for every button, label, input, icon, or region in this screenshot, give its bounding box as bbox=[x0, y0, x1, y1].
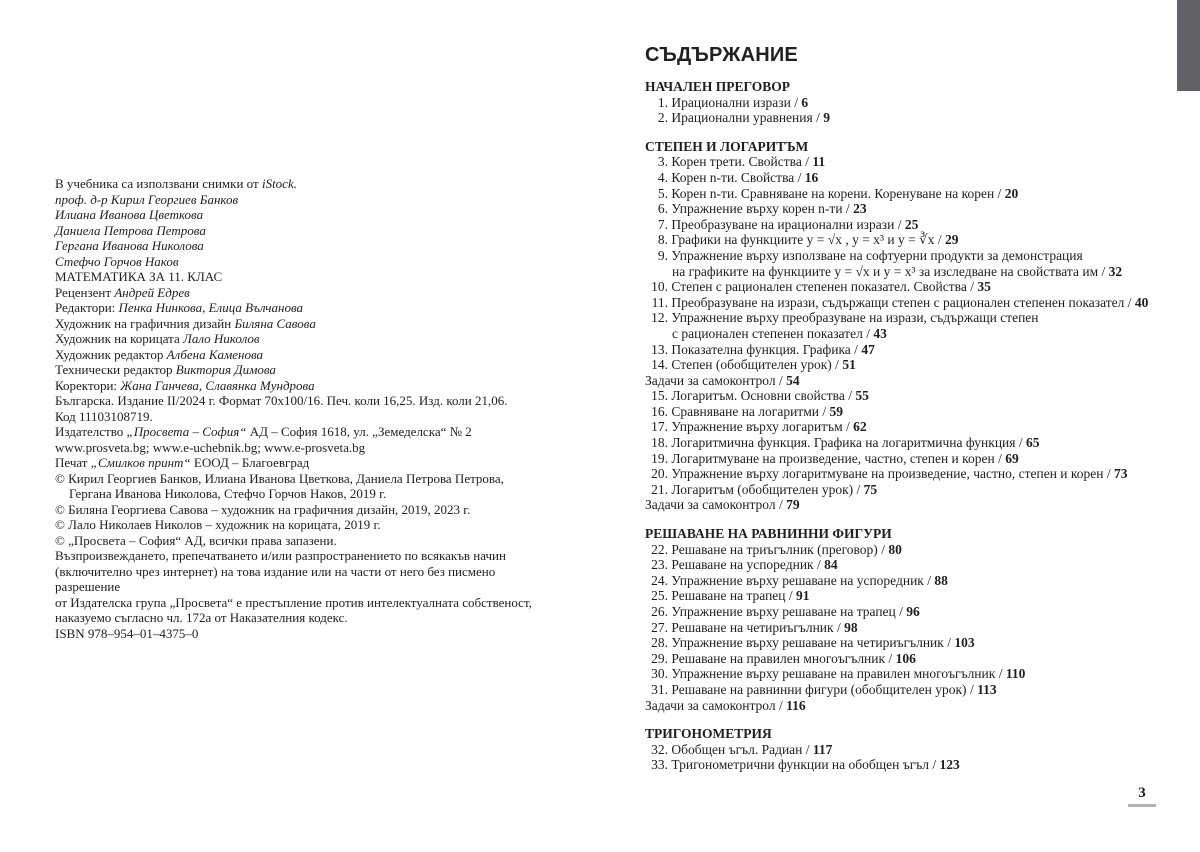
toc-item-line bbox=[645, 326, 1190, 342]
toc-section-title: СТЕПЕН И ЛОГАРИТЪМ bbox=[645, 138, 809, 154]
toc-item-text: Корен n-ти. Свойства bbox=[671, 169, 795, 185]
toc-item-line bbox=[645, 186, 1190, 202]
toc-page bbox=[645, 44, 1190, 773]
toc-separator: / bbox=[895, 604, 907, 619]
toc-item-page: 55 bbox=[855, 388, 869, 404]
toc-item-number: 29. bbox=[651, 650, 668, 666]
toc-separator: / bbox=[775, 697, 787, 713]
publisher-name: „Просвета – София“ bbox=[126, 424, 247, 439]
printer-city: ЕООД – Благоевград bbox=[190, 455, 310, 470]
toc-section-title: РЕШАВАНЕ НА РАВНИННИ ФИГУРИ bbox=[645, 526, 892, 542]
toc-separator: / bbox=[812, 110, 824, 126]
publisher-label: Издателство bbox=[55, 424, 127, 439]
toc-item-page: 23 bbox=[853, 201, 867, 217]
authors-block bbox=[55, 192, 535, 270]
photo-credit-source: iStock. bbox=[261, 176, 297, 191]
toc-item-page: 11 bbox=[812, 154, 826, 170]
copyright-line: © „Просвета – София“ АД, всички права запазени. bbox=[55, 532, 337, 548]
toc-item-line bbox=[645, 264, 1190, 280]
toc-item-line bbox=[645, 542, 1190, 558]
edition-line: Българска. Издание II/2024 г. Формат 70х100/16. Печ. коли 16,25. Изд. коли 21,06. bbox=[55, 393, 508, 408]
toc-separator: / bbox=[943, 635, 955, 651]
toc-item-page: 103 bbox=[954, 635, 975, 651]
toc-item-text: Упражнение върху решаване на правилен многоъгълник bbox=[671, 666, 996, 682]
toc-item-line bbox=[645, 451, 1190, 467]
toc-item-page: 106 bbox=[895, 650, 916, 666]
toc-section bbox=[645, 139, 1190, 513]
toc-separator: / bbox=[842, 419, 854, 435]
toc-item-page: 29 bbox=[944, 232, 959, 248]
toc-item-page: 69 bbox=[1005, 450, 1019, 466]
imprint-page bbox=[55, 176, 535, 641]
legal-line: (включително чрез интернет) на това издание или на части от него без писмено разрешение bbox=[55, 563, 496, 594]
toc-item-line bbox=[645, 757, 1190, 773]
printer-label: Печат bbox=[55, 455, 91, 470]
toc-item-text: Упражнение върху преобразуване на изрази, съдържащи степен bbox=[671, 310, 1039, 326]
toc-item-text: Сравняване на логаритми bbox=[671, 403, 819, 419]
toc-item-page: 47 bbox=[861, 341, 875, 357]
toc-item-page: 80 bbox=[888, 541, 902, 557]
toc-separator: / bbox=[1103, 466, 1115, 482]
toc-item-text: с рационален степенен показател bbox=[672, 325, 863, 341]
publisher-line bbox=[55, 424, 535, 440]
legal-line: от Издателска група „Просвета“ е престъпление против интелектуалната собственост, bbox=[55, 594, 532, 610]
toc-item-line bbox=[645, 373, 1190, 389]
toc-item-line bbox=[645, 201, 1190, 217]
toc-item-line bbox=[645, 742, 1190, 758]
staff-credit bbox=[55, 331, 535, 347]
staff-credit bbox=[55, 347, 535, 363]
toc-item-number: 18. bbox=[651, 435, 668, 451]
toc-item-line bbox=[645, 604, 1190, 620]
toc-item-line bbox=[645, 666, 1190, 682]
staff-person: Жана Ганчева, Славянка Мундрова bbox=[120, 377, 315, 393]
author-name: проф. д-р Кирил Георгиев Банков bbox=[55, 191, 239, 207]
staff-credit bbox=[55, 285, 535, 301]
copyright-line: Гергана Иванова Николова, Стефчо Горчов Наков, 2019 г. bbox=[69, 486, 387, 501]
toc-separator: / bbox=[928, 757, 940, 773]
toc-item-text: Решаване на успоредник bbox=[671, 557, 814, 573]
toc-item-page: 40 bbox=[1134, 294, 1149, 310]
toc-item-line bbox=[645, 557, 1190, 573]
toc-item-page: 43 bbox=[873, 325, 887, 341]
toc-item-number: 1. bbox=[657, 94, 668, 110]
publisher-websites: www.prosveta.bg; www.e-uchebnik.bg; www.e-prosveta.bg bbox=[55, 439, 366, 455]
toc-item-text: Корен трети. Свойства bbox=[671, 154, 802, 170]
staff-person: Албена Каменова bbox=[166, 346, 264, 362]
toc-item-line bbox=[645, 482, 1190, 498]
toc-item-page: 65 bbox=[1026, 435, 1040, 451]
staff-role: Художник на графичния дизайн bbox=[55, 315, 235, 331]
staff-role: Художник редактор bbox=[55, 346, 167, 362]
toc-separator: / bbox=[862, 325, 874, 341]
toc-item-text: Преобразуване на ирационални изрази bbox=[671, 216, 895, 232]
toc-separator: / bbox=[790, 94, 802, 110]
toc-item-number: 5. bbox=[657, 185, 668, 201]
toc-item-line bbox=[645, 419, 1190, 435]
toc-item-text: Логаритъм (обобщителен урок) bbox=[671, 481, 854, 497]
staff-role: Художник на корицата bbox=[55, 331, 184, 346]
copyright-line: © Кирил Георгиев Банков, Илиана Иванова Цветкова, Даниела Петрова Петрова, bbox=[55, 470, 504, 486]
toc-item-line bbox=[645, 110, 1190, 126]
toc-item-line bbox=[645, 682, 1190, 698]
toc-item-number: 31. bbox=[651, 681, 668, 697]
toc-item-line bbox=[645, 698, 1190, 714]
copyright-block bbox=[55, 471, 535, 549]
staff-credits-block bbox=[55, 285, 535, 394]
staff-person: Андрей Едрев bbox=[114, 284, 190, 300]
toc-separator: / bbox=[801, 154, 813, 170]
toc-item-page: 59 bbox=[829, 403, 843, 419]
toc-title: СЪДЪРЖАНИЕ bbox=[645, 44, 798, 66]
toc-item-line bbox=[645, 279, 1190, 295]
folio bbox=[1128, 784, 1156, 807]
toc-item-page: 79 bbox=[786, 497, 800, 513]
legal-line: Възпроизвеждането, препечатването и/или разпространението по всякакъв начин bbox=[55, 548, 506, 563]
toc-item-line bbox=[645, 295, 1190, 311]
legal-line: наказуемо съгласно чл. 172а от Наказателния кодекс. bbox=[55, 610, 348, 625]
toc-section bbox=[645, 79, 1190, 126]
toc-item-text: Решаване на триъгълник (преговор) bbox=[671, 541, 878, 557]
toc-item-page: 117 bbox=[812, 741, 833, 757]
toc-separator: / bbox=[831, 357, 843, 373]
toc-item-page: 88 bbox=[934, 572, 948, 588]
toc-item-number: 25. bbox=[651, 588, 668, 604]
toc-separator: / bbox=[1015, 435, 1026, 451]
toc-item-text: Корен n-ти. Сравняване на корени. Коренуване на корен bbox=[671, 185, 995, 201]
toc-item-text: Ирационални изрази bbox=[671, 94, 791, 110]
toc-item-line bbox=[645, 497, 1190, 513]
toc-item-number: 28. bbox=[651, 635, 668, 651]
toc-item-text: Упражнение върху логаритмуване на произведение, частно, степен и корен bbox=[671, 466, 1104, 482]
toc-item-line bbox=[645, 357, 1190, 373]
toc-item-page: 110 bbox=[1005, 666, 1026, 682]
toc-item-page: 91 bbox=[796, 588, 810, 604]
toc-item-page: 73 bbox=[1114, 466, 1128, 482]
toc-item-page: 51 bbox=[842, 357, 856, 373]
toc-item-page: 123 bbox=[939, 757, 960, 773]
staff-role: Технически редактор bbox=[55, 362, 176, 377]
toc-separator: / bbox=[802, 741, 813, 757]
toc-item-number: 24. bbox=[651, 572, 668, 588]
toc-item-text: Ирационални уравнения bbox=[671, 110, 813, 126]
toc-separator: / bbox=[853, 481, 864, 497]
toc-item-page: 62 bbox=[853, 419, 867, 435]
staff-role: Коректори: bbox=[55, 377, 121, 393]
toc-separator: / bbox=[844, 388, 856, 404]
edition-block bbox=[55, 393, 535, 424]
toc-item-page: 16 bbox=[804, 169, 819, 185]
toc-item-number: 9. bbox=[657, 247, 668, 263]
toc-item-line bbox=[645, 388, 1190, 404]
toc-item-page: 84 bbox=[824, 557, 838, 573]
toc-item-page: 20 bbox=[1004, 185, 1019, 201]
toc-separator: / bbox=[794, 169, 805, 185]
edition-code-line: Код 11103108719. bbox=[55, 408, 153, 424]
toc-item-number: 6. bbox=[657, 201, 668, 217]
legal-notice-block bbox=[55, 548, 535, 626]
toc-item-number: 30. bbox=[651, 666, 668, 682]
toc-item-number: 33. bbox=[651, 757, 668, 773]
page-number: 3 bbox=[1138, 785, 1146, 801]
toc-item-number: 4. bbox=[657, 169, 668, 185]
toc-separator: / bbox=[1098, 263, 1109, 279]
toc-item-text: Решаване на правилен многоъгълник bbox=[671, 650, 886, 666]
toc-item-number: 17. bbox=[651, 419, 668, 435]
toc-item-text: Решаване на четириъгълник bbox=[671, 619, 834, 635]
toc-item-page: 96 bbox=[906, 604, 920, 619]
toc-separator: / bbox=[842, 201, 854, 217]
toc-separator: / bbox=[785, 588, 797, 604]
toc-item-number: 2. bbox=[657, 110, 668, 126]
toc-item-text: Упражнение върху решаване на четириъгълник bbox=[671, 635, 944, 651]
toc-item-number: 27. bbox=[651, 619, 668, 635]
book-title: МАТЕМАТИКА ЗА 11. КЛАС bbox=[55, 269, 223, 284]
toc-separator: / bbox=[995, 666, 1006, 682]
toc-item-number: 8. bbox=[657, 232, 668, 248]
toc-separator: / bbox=[775, 497, 787, 513]
toc-separator: / bbox=[818, 403, 830, 419]
toc-item-number: 3. bbox=[657, 154, 668, 170]
toc-item-line bbox=[645, 170, 1190, 186]
toc-item-text: Степен с рационален степенен показател. Свойства bbox=[671, 279, 967, 295]
toc-separator: / bbox=[833, 619, 845, 635]
toc-item-text: Логаритъм. Основни свойства bbox=[671, 388, 845, 404]
toc-item-line bbox=[645, 217, 1190, 233]
staff-credit bbox=[55, 378, 535, 394]
toc-item-number: 15. bbox=[651, 388, 668, 404]
staff-person: Виктория Димова bbox=[175, 362, 276, 377]
publisher-block bbox=[55, 424, 535, 455]
toc-section-title: НАЧАЛЕН ПРЕГОВОР bbox=[645, 79, 791, 94]
author-name: Даниела Петрова Петрова bbox=[55, 222, 206, 238]
toc-separator: / bbox=[966, 681, 978, 697]
staff-role: Редактори: bbox=[55, 300, 119, 315]
toc-separator: / bbox=[850, 341, 862, 357]
toc-separator: / bbox=[877, 541, 889, 557]
toc-item-number: 23. bbox=[651, 557, 668, 573]
toc-item-number: 14. bbox=[651, 357, 668, 373]
toc-item-number: 11. bbox=[651, 294, 668, 310]
toc-section bbox=[645, 526, 1190, 713]
toc-item-number: 21. bbox=[651, 481, 668, 497]
staff-person: Пенка Нинкова, Елица Вълчанова bbox=[118, 300, 304, 315]
staff-credit bbox=[55, 362, 535, 378]
toc-item-text: Упражнение върху решаване на трапец bbox=[671, 604, 896, 619]
toc-item-text: Задачи за самоконтрол bbox=[645, 697, 776, 713]
staff-person: Лало Николов bbox=[183, 331, 260, 346]
toc-item-page: 9 bbox=[823, 110, 830, 126]
toc-item-text: Степен (обобщителен урок) bbox=[671, 357, 832, 373]
toc-item-text: Логаритмична функция. Графика на логаритмична функция bbox=[671, 435, 1016, 451]
toc-item-line bbox=[645, 154, 1190, 170]
toc-item-text: Решаване на трапец bbox=[671, 588, 786, 604]
copyright-line: © Лало Николаев Николов – художник на корицата, 2019 г. bbox=[55, 517, 381, 532]
toc-item-page: 35 bbox=[977, 279, 991, 295]
toc-item-text: на графиките на функциите y = √x и y = x³ за изследване на свойствата им bbox=[672, 263, 1099, 279]
toc-item-number: 13. bbox=[651, 341, 668, 357]
page-number-rule bbox=[1128, 804, 1156, 807]
toc-item-text: Логаритмуване на произведение, частно, степен и корен bbox=[671, 450, 995, 466]
staff-person: Биляна Савова bbox=[234, 315, 316, 331]
toc-item-text: Графики на функциите y = √x , y = x³ и y = ∛x bbox=[671, 232, 935, 248]
photo-credit-text: В учебника са използвани снимки от bbox=[55, 176, 262, 191]
printer-line bbox=[55, 455, 535, 471]
toc-item-text: Обобщен ъгъл. Радиан bbox=[671, 741, 803, 757]
toc-item-number: 19. bbox=[651, 450, 668, 466]
toc-separator: / bbox=[934, 232, 945, 248]
staff-credit bbox=[55, 300, 535, 316]
toc-item-text: Преобразуване на изрази, съдържащи степен с рационален степенен показател bbox=[671, 294, 1125, 310]
staff-role: Рецензент bbox=[55, 284, 115, 300]
toc-item-line bbox=[645, 232, 1190, 248]
toc-separator: / bbox=[894, 216, 905, 232]
toc-item-line bbox=[645, 404, 1190, 420]
toc-item-number: 20. bbox=[651, 466, 668, 482]
toc-separator: / bbox=[885, 650, 896, 666]
toc-item-text: Задачи за самоконтрол bbox=[645, 497, 776, 513]
toc-item-page: 98 bbox=[844, 619, 858, 635]
printer-name: „Смилков принт“ bbox=[90, 455, 191, 470]
toc-item-text: Решаване на равнинни фигури (обобщителен урок) bbox=[671, 681, 967, 697]
isbn-line: ISBN 978–954–01–4375–0 bbox=[55, 625, 199, 641]
toc-item-text: Показателна функция. Графика bbox=[671, 341, 851, 357]
toc-item-number: 12. bbox=[651, 310, 668, 326]
toc-item-line bbox=[645, 466, 1190, 482]
toc-item-number: 10. bbox=[651, 279, 668, 295]
toc-item-text: Упражнение върху логаритъм bbox=[671, 419, 843, 435]
photo-credit-note bbox=[55, 176, 535, 192]
toc-item-line bbox=[645, 342, 1190, 358]
toc-item-text: Упражнение върху корен n-ти bbox=[671, 201, 843, 217]
toc-item-page: 6 bbox=[801, 94, 809, 110]
toc-item-line bbox=[645, 95, 1190, 111]
toc-item-text: Задачи за самоконтрол bbox=[645, 372, 776, 388]
toc-item-number: 32. bbox=[651, 741, 668, 757]
toc-item-line bbox=[645, 620, 1190, 636]
toc-item-text: Упражнение върху решаване на успоредник bbox=[671, 572, 924, 588]
copyright-line: © Биляна Георгиева Савова – художник на графичния дизайн, 2019, 2023 г. bbox=[55, 501, 471, 517]
toc-separator: / bbox=[923, 572, 935, 588]
toc-separator: / bbox=[813, 557, 825, 573]
toc-item-line bbox=[645, 635, 1190, 651]
author-name: Стефчо Горчов Наков bbox=[55, 253, 179, 269]
toc-section bbox=[645, 726, 1190, 773]
author-name: Илиана Иванова Цветкова bbox=[55, 207, 204, 222]
toc-body bbox=[645, 79, 1190, 773]
toc-item-line bbox=[645, 651, 1190, 667]
toc-item-page: 113 bbox=[977, 681, 997, 697]
toc-item-page: 32 bbox=[1108, 263, 1123, 279]
toc-item-number: 7. bbox=[657, 216, 668, 232]
toc-item-number: 16. bbox=[651, 403, 668, 419]
toc-item-text: Тригонометрични функции на обобщен ъгъл bbox=[671, 757, 929, 773]
toc-item-page: 116 bbox=[786, 697, 806, 713]
toc-item-line bbox=[645, 435, 1190, 451]
toc-item-number: 26. bbox=[651, 604, 668, 619]
toc-separator: / bbox=[966, 279, 978, 295]
author-name: Гергана Иванова Николова bbox=[55, 238, 204, 253]
toc-item-line bbox=[645, 588, 1190, 604]
toc-item-page: 54 bbox=[786, 372, 800, 388]
toc-separator: / bbox=[994, 450, 1006, 466]
toc-section-title: ТРИГОНОМЕТРИЯ bbox=[645, 726, 772, 742]
toc-separator: / bbox=[994, 185, 1005, 201]
publisher-address: АД – София 1618, ул. „Земеделска“ № 2 bbox=[246, 424, 472, 439]
toc-separator: / bbox=[775, 372, 787, 388]
toc-item-page: 75 bbox=[863, 481, 878, 497]
staff-credit bbox=[55, 316, 535, 332]
toc-item-line bbox=[645, 248, 1190, 264]
toc-item-text: Упражнение върху използване на софтуерни продукти за демонстрация bbox=[671, 247, 1083, 263]
toc-item-page: 25 bbox=[904, 216, 919, 232]
toc-item-number: 22. bbox=[651, 541, 668, 557]
toc-item-line bbox=[645, 573, 1190, 589]
toc-separator: / bbox=[1124, 294, 1135, 310]
toc-item-line bbox=[645, 310, 1190, 326]
